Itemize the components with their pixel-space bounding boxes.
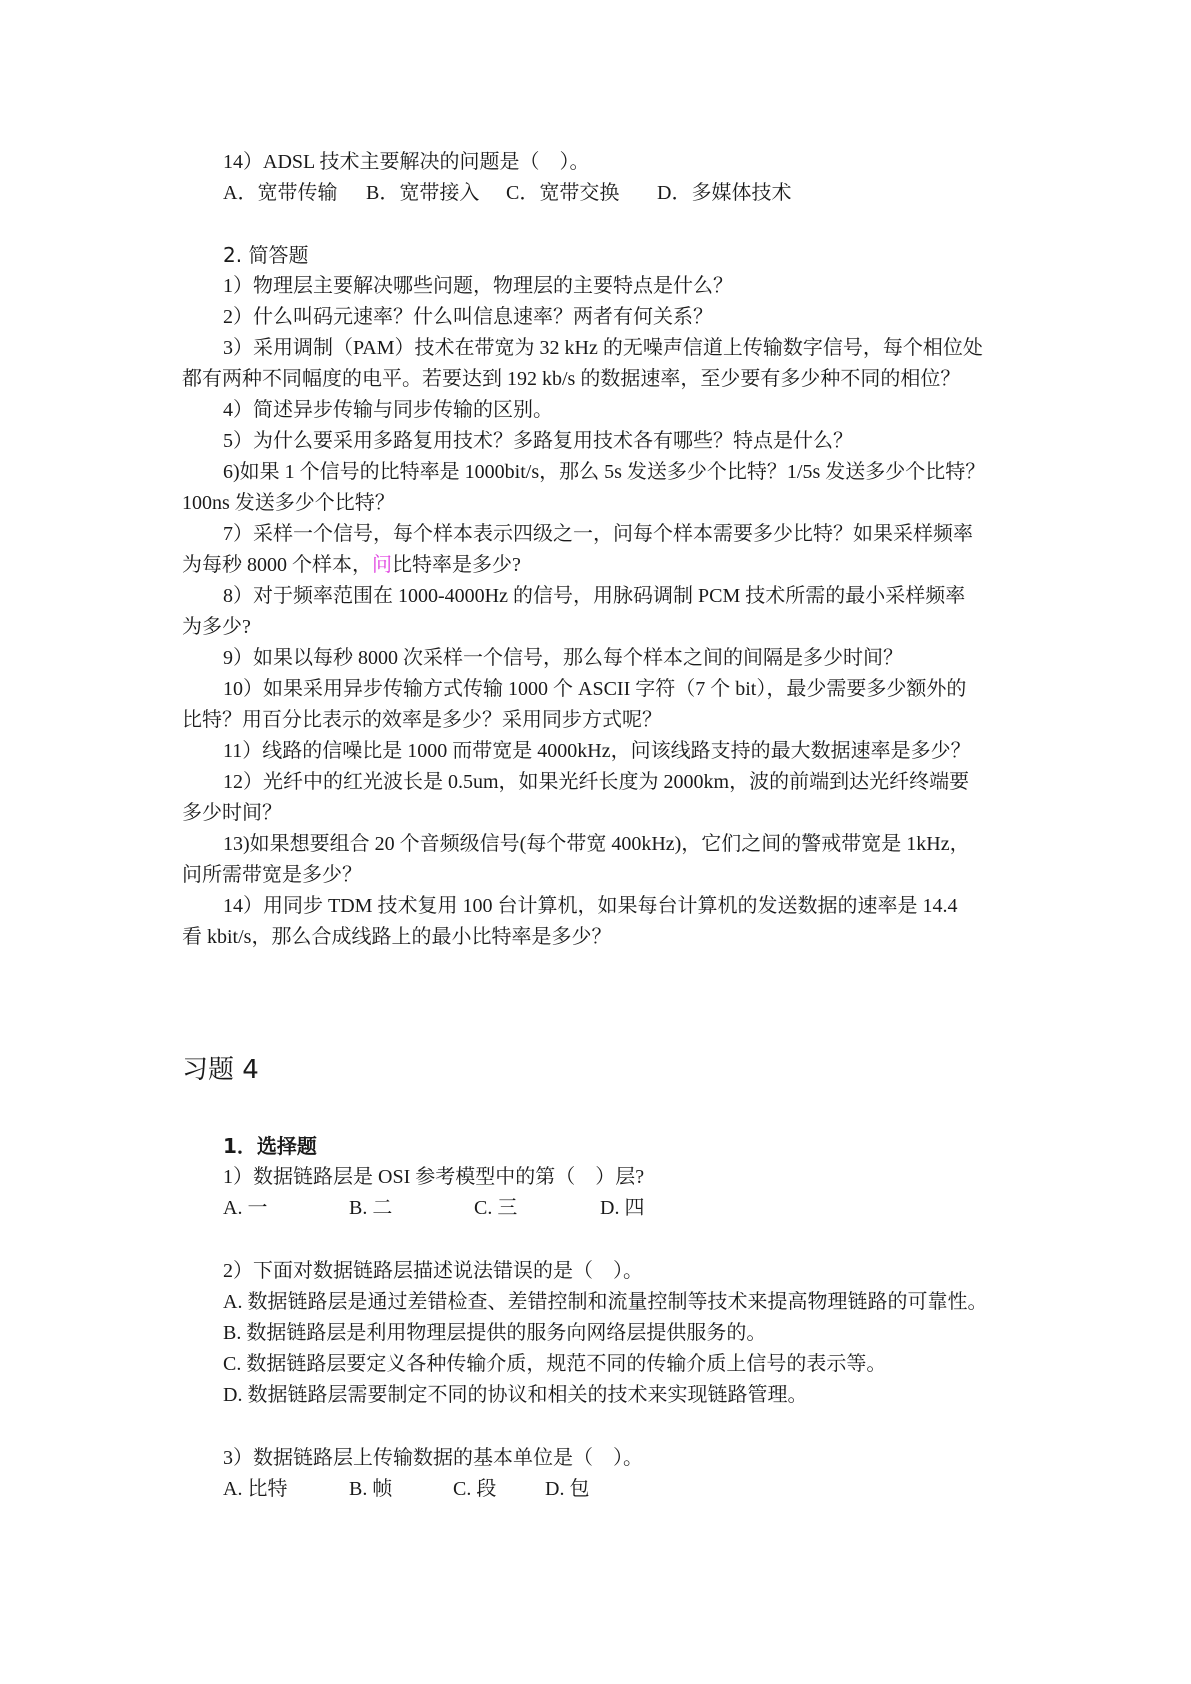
ex4-q3-option-a: A. 比特 bbox=[223, 1478, 288, 1500]
sa-question-6-line1: 6)如果 1 个信号的比特率是 1000bit/s，那么 5s 发送多少个比特？1/5s 发送多少个比特？ bbox=[223, 461, 986, 483]
q14-option-a: A．宽带传输 bbox=[223, 182, 338, 204]
ex4-q3-option-d: D. 包 bbox=[545, 1478, 590, 1500]
sa-question-13-line1: 13)如果想要组合 20 个音频级信号(每个带宽 400kHz)，它们之间的警戒带宽是 1kHz， bbox=[223, 833, 970, 855]
sa-question-6-line2: 100ns 发送多少个比特？ bbox=[182, 492, 395, 514]
sa-question-10-line1: 10）如果采用异步传输方式传输 1000 个 ASCII 字符（7 个 bit），最少需要多少额外的 bbox=[223, 678, 967, 700]
sa-question-12-line1: 12）光纤中的红光波长是 0.5um，如果光纤长度为 2000km，波的前端到达光纤终端要 bbox=[223, 771, 970, 793]
sa-question-13-line2: 问所需带宽是多少？ bbox=[182, 864, 362, 886]
ex4-q1-option-d: D. 四 bbox=[600, 1197, 645, 1219]
exercise-4-heading: 习题 4 bbox=[182, 1055, 259, 1085]
sa-question-7-line1: 7）采样一个信号，每个样本表示四级之一，问每个样本需要多少比特？如果采样频率 bbox=[223, 523, 973, 545]
sa-question-10-line2: 比特？用百分比表示的效率是多少？采用同步方式呢？ bbox=[182, 709, 662, 731]
sa-question-2: 2）什么叫码元速率？什么叫信息速率？两者有何关系？ bbox=[223, 306, 713, 328]
q7-highlight-char: 问 bbox=[372, 554, 392, 576]
short-answer-title: 2. 简答题 bbox=[223, 243, 309, 267]
ex4-q2-option-a: A. 数据链路层是通过差错检查、差错控制和流量控制等技术来提高物理链路的可靠性。 bbox=[223, 1291, 988, 1313]
ex4-q1-option-b: B. 二 bbox=[349, 1197, 393, 1219]
q14-option-c: C．宽带交换 bbox=[506, 182, 620, 204]
ex4-q1-option-c: C. 三 bbox=[474, 1197, 518, 1219]
sa-question-8-line1: 8）对于频率范围在 1000-4000Hz 的信号，用脉码调制 PCM 技术所需的最小采样频率 bbox=[223, 585, 966, 607]
ex4-q3-option-b: B. 帧 bbox=[349, 1478, 393, 1500]
sa-question-5: 5）为什么要采用多路复用技术？多路复用技术各有哪些？特点是什么？ bbox=[223, 430, 853, 452]
sa-question-3-line2: 都有两种不同幅度的电平。若要达到 192 kb/s 的数据速率，至少要有多少种不同的相位？ bbox=[182, 368, 961, 390]
ex4-q3-option-c: C. 段 bbox=[453, 1478, 497, 1500]
sa-question-8-line2: 为多少? bbox=[182, 616, 251, 638]
multiple-choice-title: 1．选择题 bbox=[223, 1134, 317, 1158]
ex4-q2-option-c: C. 数据链路层要定义各种传输介质，规范不同的传输介质上信号的表示等。 bbox=[223, 1353, 887, 1375]
q14-option-b: B．宽带接入 bbox=[366, 182, 480, 204]
ex4-q2-option-b: B. 数据链路层是利用物理层提供的服务向网络层提供服务的。 bbox=[223, 1322, 767, 1344]
q7-text-post: 比特率是多少? bbox=[392, 554, 521, 576]
sa-question-11: 11）线路的信噪比是 1000 而带宽是 4000kHz，问该线路支持的最大数据速率是多少？ bbox=[223, 740, 971, 762]
ex4-question-3: 3）数据链路层上传输数据的基本单位是（ ）。 bbox=[223, 1447, 643, 1469]
sa-question-14-line2: 看 kbit/s，那么合成线路上的最小比特率是多少？ bbox=[182, 926, 612, 948]
q7-text-pre: 为每秒 8000 个样本， bbox=[182, 554, 372, 576]
ex4-question-2: 2）下面对数据链路层描述说法错误的是（ ）。 bbox=[223, 1260, 643, 1282]
sa-question-4: 4）简述异步传输与同步传输的区别。 bbox=[223, 399, 553, 421]
sa-question-7-line2 bbox=[182, 550, 521, 580]
sa-question-14-line1: 14）用同步 TDM 技术复用 100 台计算机，如果每台计算机的发送数据的速率是 14.4 bbox=[223, 895, 958, 917]
ex4-q1-option-a: A. 一 bbox=[223, 1197, 268, 1219]
sa-question-3-line1: 3）采用调制（PAM）技术在带宽为 32 kHz 的无噪声信道上传输数字信号，每个相位处 bbox=[223, 337, 983, 359]
ex4-question-1: 1）数据链路层是 OSI 参考模型中的第（ ）层? bbox=[223, 1166, 645, 1188]
sa-question-12-line2: 多少时间？ bbox=[182, 802, 282, 824]
question-14: 14）ADSL 技术主要解决的问题是（ ）。 bbox=[223, 151, 590, 173]
q14-option-d: D．多媒体技术 bbox=[657, 182, 792, 204]
sa-question-1: 1）物理层主要解决哪些问题，物理层的主要特点是什么？ bbox=[223, 275, 733, 297]
ex4-q2-option-d: D. 数据链路层需要制定不同的协议和相关的技术来实现链路管理。 bbox=[223, 1384, 808, 1406]
sa-question-9: 9）如果以每秒 8000 次采样一个信号，那么每个样本之间的间隔是多少时间？ bbox=[223, 647, 903, 669]
